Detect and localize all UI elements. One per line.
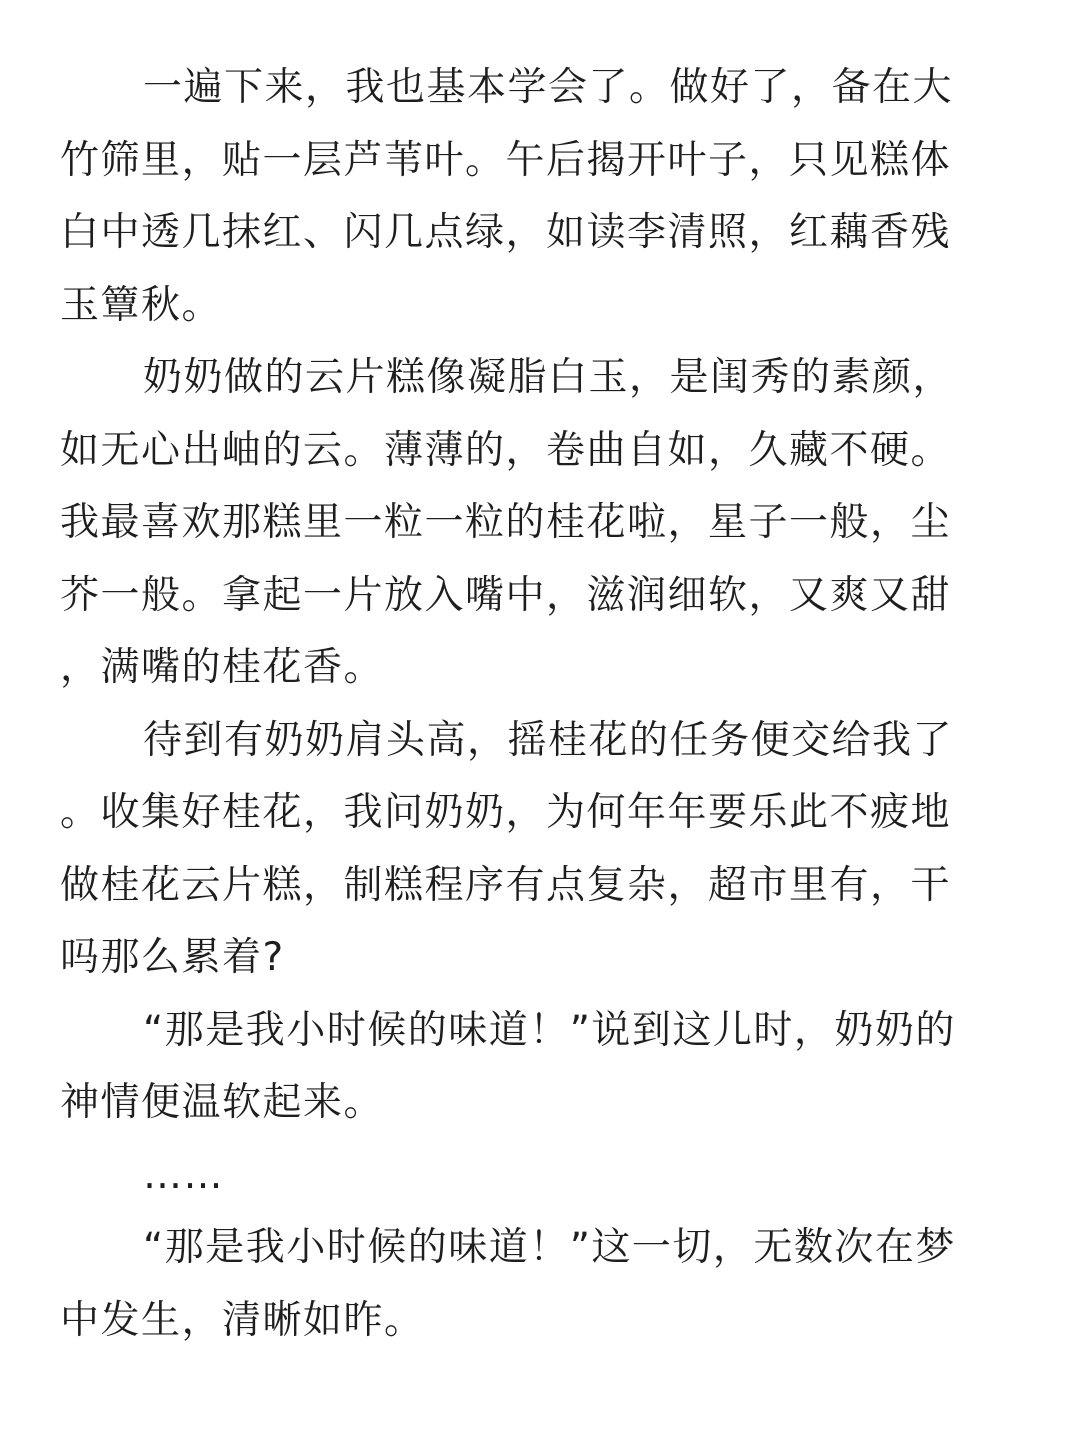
text-line: 吗那么累着? [60, 935, 285, 980]
text-line: 做桂花云片糕，制糕程序有点复杂，超市里有，干 [60, 862, 952, 908]
text-line: 。收集好桂花，我问奶奶，为何年年要乐此不疲地 [60, 790, 952, 835]
text-line: 竹筛里，贴一层芦苇叶。午后揭开叶子，只见糕体 [60, 137, 952, 183]
essay-text [60, 52, 1020, 1357]
text-line: 奶奶做的云片糕像凝脂白玉，是闺秀的素颜， [143, 355, 954, 400]
text-line: 一遍下来，我也基本学会了。做好了，备在大 [143, 65, 954, 110]
text-line: 待到有奶奶肩头高，摇桂花的任务便交给我了 [143, 717, 954, 763]
text-line: 神情便温软起来。 [60, 1080, 385, 1125]
text-line: 我最喜欢那糕里一粒一粒的桂花啦，星子一般，尘 [60, 500, 952, 545]
text-line: 玉簟秋。 [60, 282, 223, 328]
text-line: ，满嘴的桂花香。 [60, 645, 385, 690]
text-line: “那是我小时候的味道！”这一切，无数次在梦 [143, 1225, 956, 1270]
text-line: 白中透几抹红、闪几点绿，如读李清照，红藕香残 [60, 210, 952, 255]
ellipsis-line: …… [143, 1152, 224, 1198]
text-line: 芥一般。拿起一片放入嘴中，滋润细软，又爽又甜 [60, 572, 952, 618]
text-line: 中发生，清晰如昨。 [60, 1297, 425, 1343]
text-line: 如无心出岫的云。薄薄的，卷曲自如，久藏不硬。 [60, 427, 952, 473]
text-line: “那是我小时候的味道！”说到这儿时，奶奶的 [143, 1007, 956, 1053]
